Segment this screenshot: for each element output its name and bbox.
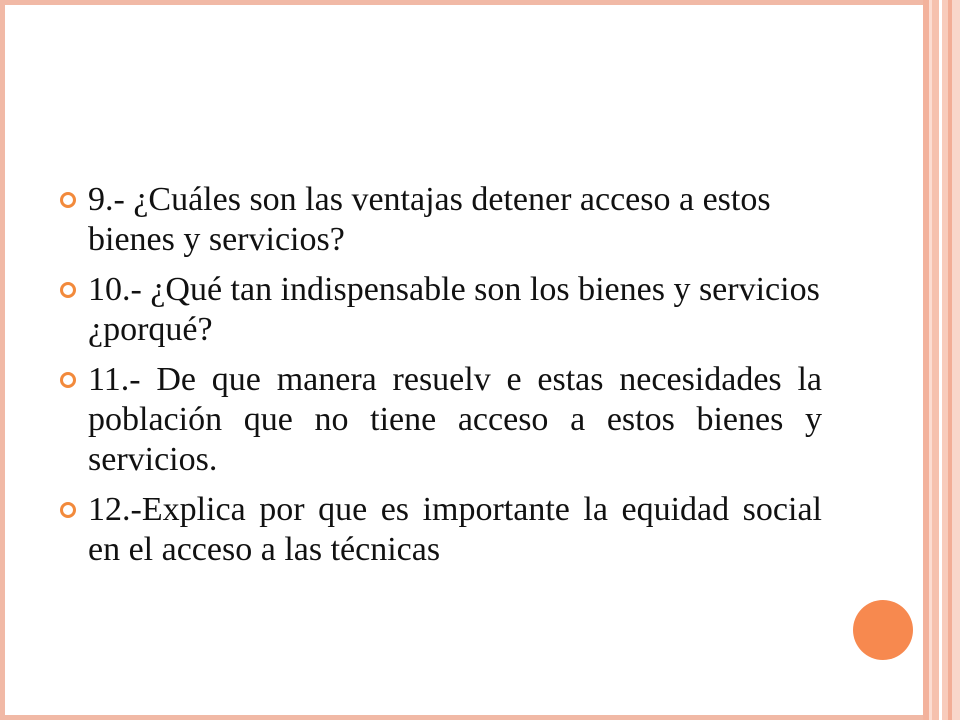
ring-bullet-icon (60, 282, 76, 298)
bullet-list (60, 180, 822, 580)
stripe (932, 0, 939, 720)
list-item-text: 10.- ¿Qué tan indispensable son los bienes y servicios ¿porqué? (88, 271, 820, 348)
slide-frame-bottom (0, 715, 923, 720)
ring-bullet-icon (60, 372, 76, 388)
ring-bullet-icon (60, 192, 76, 208)
list-item-10 (60, 270, 822, 350)
ring-bullet-icon (60, 502, 76, 518)
list-item-12 (60, 490, 822, 570)
decorative-stripes (923, 0, 960, 720)
list-item-text: 11.- De que manera resuelv e estas necesidades la población que no tiene acceso a estos bienes y servicios. (88, 361, 822, 478)
stripe (952, 0, 960, 720)
list-item-11 (60, 360, 822, 480)
list-item-text: 12.-Explica por que es importante la equidad social en el acceso a las técnicas (88, 491, 822, 568)
orange-circle-icon (853, 600, 913, 660)
list-item-9 (60, 180, 822, 260)
list-item-text: 9.- ¿Cuáles son las ventajas detener acceso a estos bienes y servicios? (88, 181, 771, 258)
